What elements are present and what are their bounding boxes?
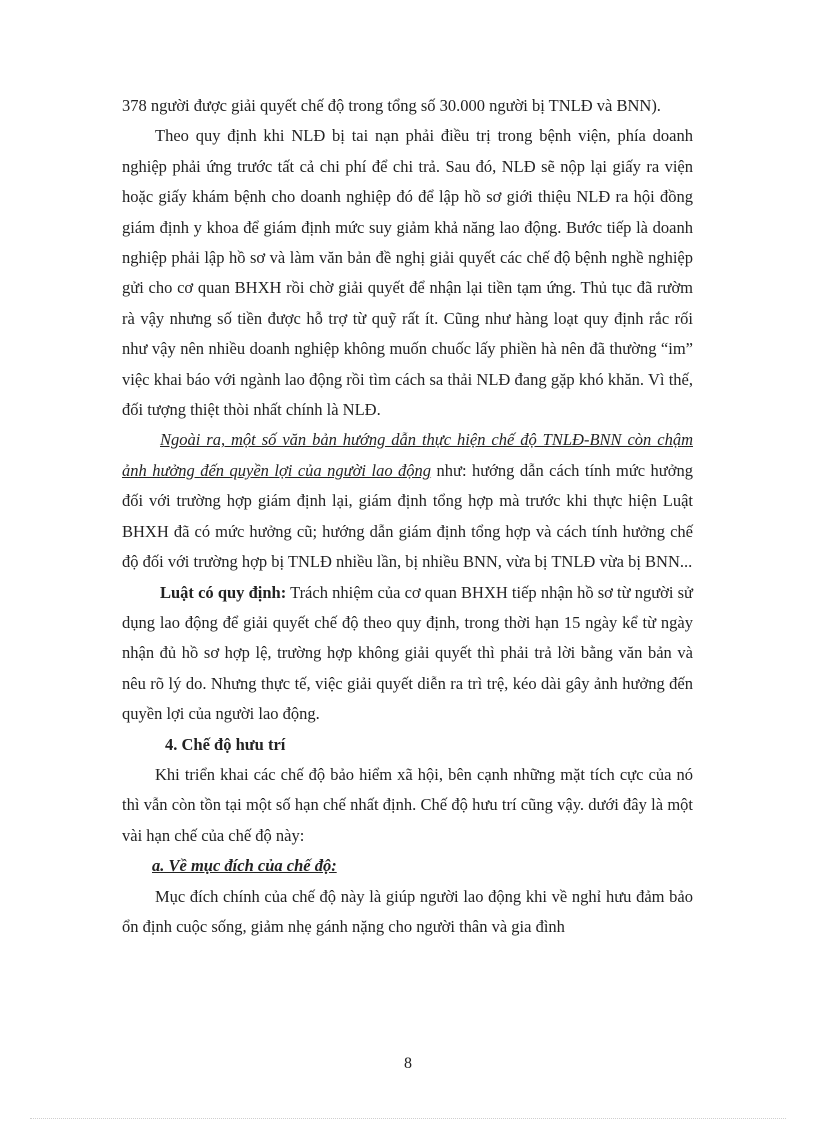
- document-body: [122, 91, 693, 942]
- paragraph-guidance-text: như: hướng dẫn cách tính mức hưởng đối với trường hợp giám định lại, giám định tổng hợp mà trước khi thực hiện Luật BHXH đã có mức hưởng cũ; hướng dẫn giám định tổng hợp và cách tính hưởng chế độ đối với trường hợp bị TNLĐ nhiều lần, bị nhiều BNN, vừa bị TNLĐ vừa bị BNN...: [122, 460, 693, 572]
- page-bottom-divider: [30, 1118, 786, 1119]
- paragraph-procedure: Theo quy định khi NLĐ bị tai nạn phải điều trị trong bệnh viện, phía doanh nghiệp phải ứng trước tất cả chi phí để chi trả. Sau đó, NLĐ sẽ nộp lại giấy ra viện hoặc giấy khám bệnh cho doanh nghiệp đó để lập hồ sơ giới thiệu NLĐ ra hội đồng giám định y khoa để giám định mức suy giảm khả năng lao động. Bước tiếp là doanh nghiệp phải lập hồ sơ và làm văn bản đề nghị giải quyết các chế độ bệnh nghề nghiệp gửi cho cơ quan BHXH rồi chờ giải quyết để nhận lại tiền tạm ứng. Thủ tục đã rườm rà vậy nhưng số tiền được hỗ trợ từ quỹ rất ít. Cũng như hàng loạt quy định rắc rối như vậy nên nhiều doanh nghiệp không muốn chuốc lấy phiền hà nên đã thường “im” việc khai báo với ngành lao động rồi tìm cách sa thải NLĐ đang gặp khó khăn. Vì thế, đối tượng thiệt thòi nhất chính là NLĐ.: [122, 126, 693, 420]
- paragraph-law-text: Trách nhiệm của cơ quan BHXH tiếp nhận hồ sơ từ người sử dụng lao động để giải quyết chế độ theo quy định, trong thời hạn 15 ngày kể từ ngày nhận đủ hồ sơ hợp lệ, trường hợp không giải quyết thì phải trả lời bằng văn bản và nêu rõ lý do. Nhưng thực tế, việc giải quyết diễn ra trì trệ, kéo dài gây ảnh hưởng đến quyền lợi của người lao động.: [122, 582, 693, 724]
- paragraph-continuation: 378 người được giải quyết chế độ trong tổng số 30.000 người bị TNLĐ và BNN).: [122, 96, 661, 115]
- emphasized-phrase: Ngoài ra, một số văn bản hướng dẫn thực hiện chế độ TNLĐ-BNN còn chậm ảnh hưởng đến quyền lợi của người lao động: [122, 430, 693, 480]
- page-number: 8: [404, 1055, 412, 1072]
- subsection-heading: a. Về mục đích của chế độ:: [152, 856, 337, 876]
- paragraph-purpose: Mục đích chính của chế độ này là giúp người lao động khi về nghỉ hưu đảm bảo ổn định cuộc sống, giảm nhẹ gánh nặng cho người thân và gia đình: [122, 886, 693, 936]
- section-heading: 4. Chế độ hưu trí: [165, 734, 286, 754]
- paragraph-law: [122, 578, 693, 730]
- paragraph-pension-intro: Khi triển khai các chế độ bảo hiểm xã hội, bên cạnh những mặt tích cực của nó thì vẫn còn tồn tại một số hạn chế nhất định. Chế độ hưu trí cũng vậy. dưới đây là một vài hạn chế của chế độ này:: [122, 764, 693, 845]
- paragraph-guidance: [122, 425, 693, 577]
- law-label: Luật có quy định:: [160, 582, 287, 602]
